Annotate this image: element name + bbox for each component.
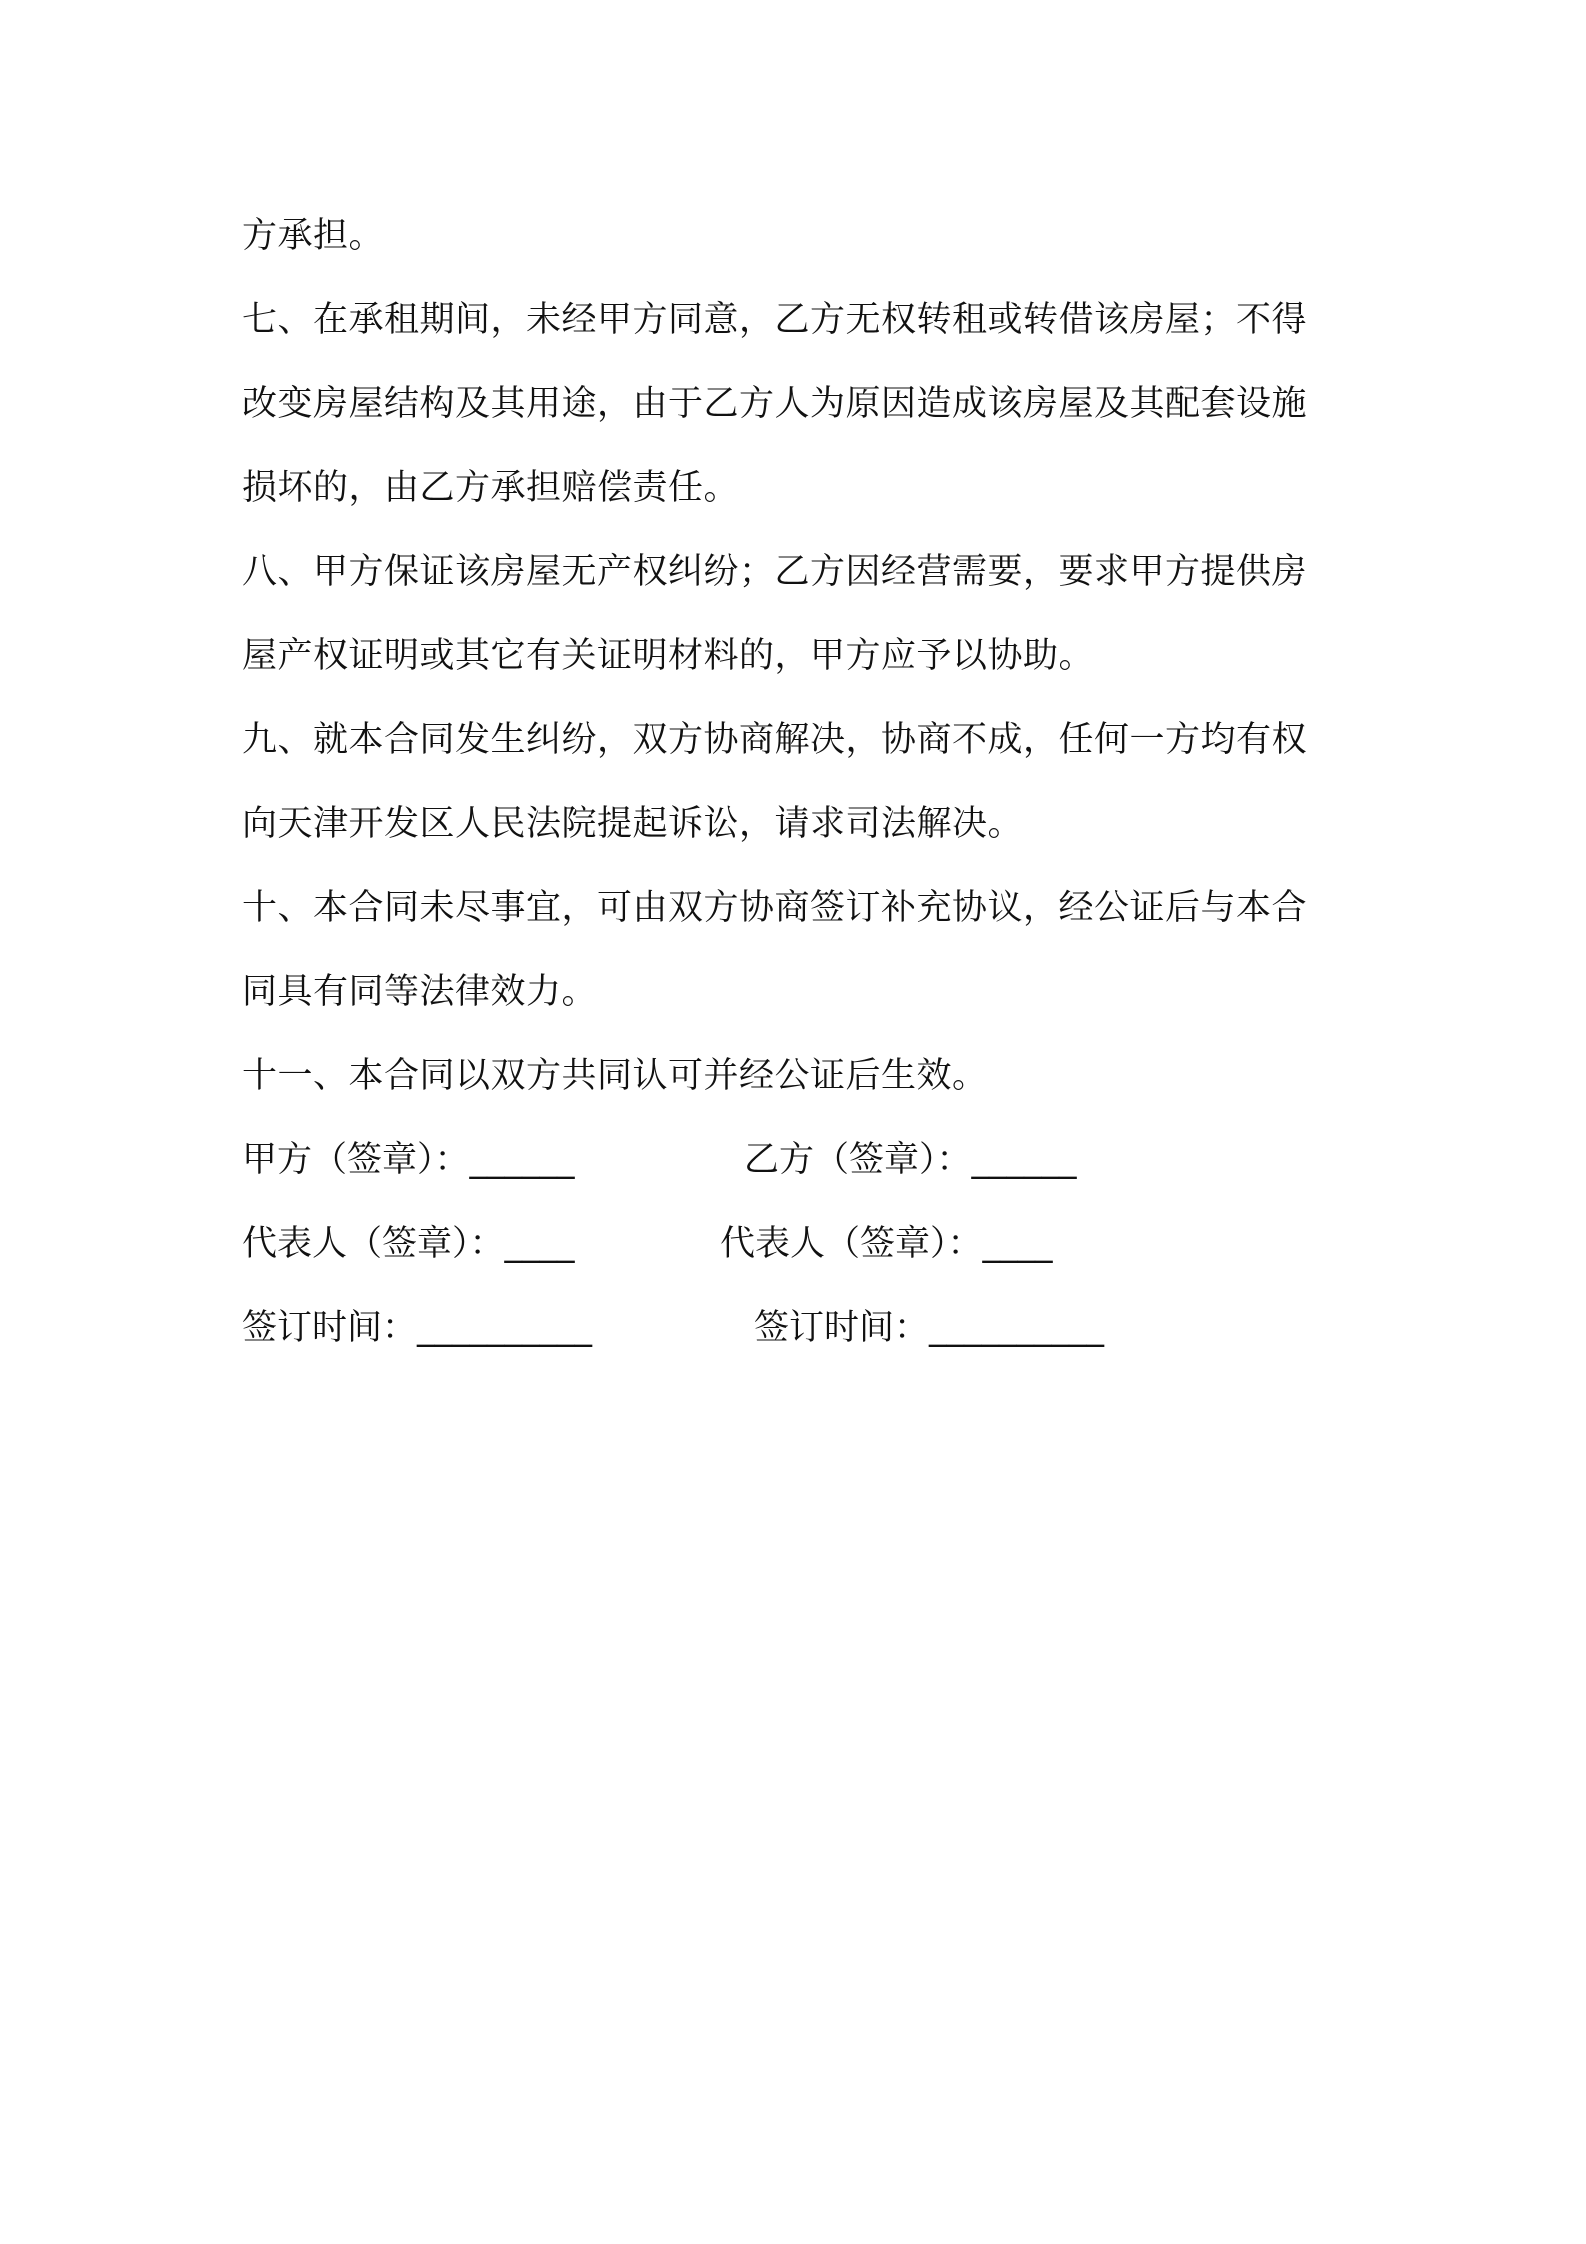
contract-text <box>242 194 1362 1370</box>
party-a-signature: 甲方（签章）：______ <box>242 1140 575 1180</box>
paragraph-line: 十一、本合同以双方共同认可并经公证后生效。 <box>242 1056 988 1096</box>
signature-row-representatives <box>242 1202 1362 1286</box>
paragraph-line: 改变房屋结构及其用途，由于乙方人为原因造成该房屋及其配套设施 <box>242 384 1308 424</box>
paragraph-line: 方承担。 <box>242 216 385 256</box>
paragraph-line: 向天津开发区人民法院提起诉讼，请求司法解决。 <box>242 804 1024 844</box>
paragraph-line: 九、就本合同发生纠纷，双方协商解决，协商不成，任何一方均有权 <box>242 720 1308 760</box>
paragraph-line: 损坏的，由乙方承担赔偿责任。 <box>242 468 740 508</box>
paragraph-line: 八、甲方保证该房屋无产权纠纷；乙方因经营需要，要求甲方提供房 <box>242 552 1308 592</box>
signing-date-b: 签订时间：__________ <box>754 1308 1105 1348</box>
paragraph-line: 十、本合同未尽事宜，可由双方协商签订补充协议，经公证后与本合 <box>242 888 1308 928</box>
representative-a-signature: 代表人（签章）：____ <box>242 1224 575 1264</box>
paragraph-line: 七、在承租期间，未经甲方同意，乙方无权转租或转借该房屋；不得 <box>242 300 1308 340</box>
signature-row-dates <box>242 1286 1362 1370</box>
paragraph-line: 同具有同等法律效力。 <box>242 972 598 1012</box>
paragraph-line: 屋产权证明或其它有关证明材料的，甲方应予以协助。 <box>242 636 1095 676</box>
party-b-signature: 乙方（签章）：______ <box>744 1140 1077 1180</box>
representative-b-signature: 代表人（签章）：____ <box>720 1224 1053 1264</box>
signing-date-a: 签订时间：__________ <box>242 1308 593 1348</box>
signature-row-parties <box>242 1118 1362 1202</box>
